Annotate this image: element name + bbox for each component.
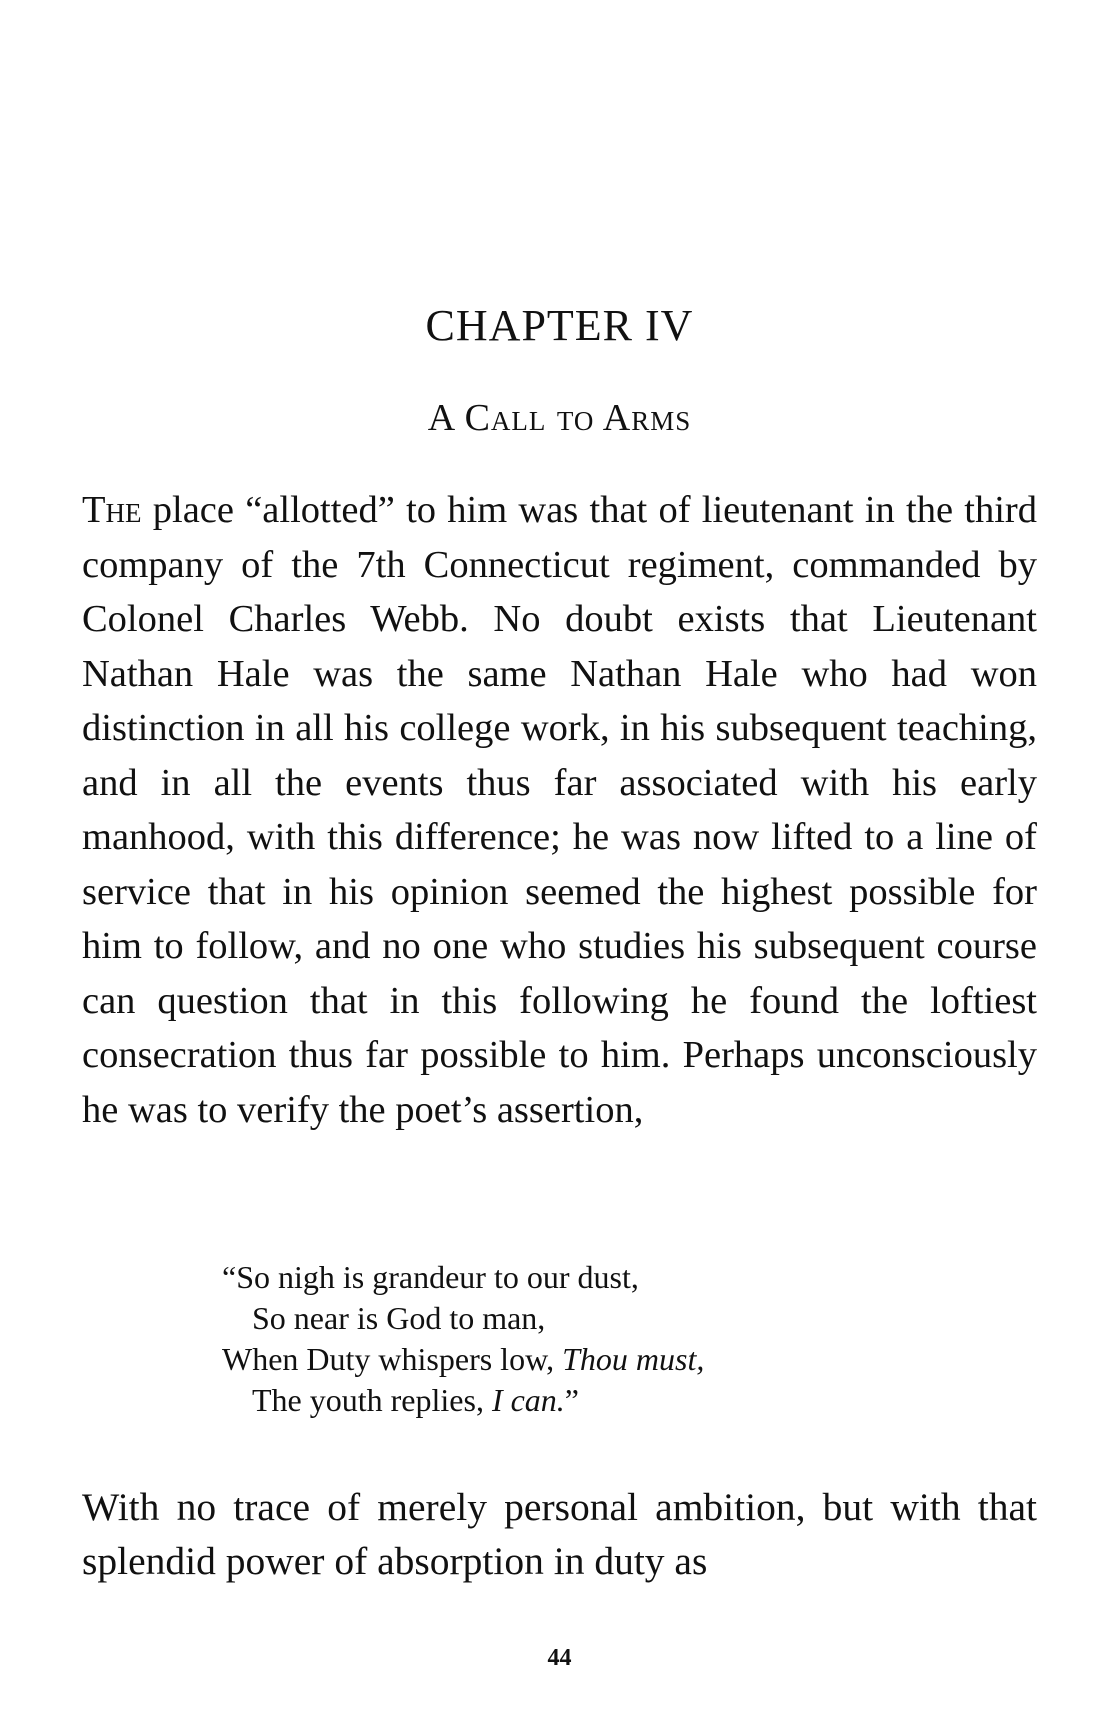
poem-line-4-italic: I can. [491, 1382, 565, 1418]
poem-line-1: “So nigh is grandeur to our dust, [222, 1259, 639, 1295]
page-number: 44 [547, 1645, 572, 1671]
poem-line-3 [222, 1339, 704, 1380]
paragraph-lead-word: The [82, 489, 142, 531]
chapter-heading: CHAPTER IV [425, 301, 694, 350]
poem-line-4-end: ” [564, 1382, 579, 1418]
paragraph-2: With no trace of merely personal ambition, but with that splendid power of absorption in duty as [82, 1485, 1037, 1583]
poem-quotation [222, 1257, 704, 1421]
chapter-title: A Call to Arms [427, 397, 692, 439]
poem-line-4-text: The youth replies, [252, 1382, 492, 1418]
paragraph-1 [82, 483, 1037, 1137]
paragraph-1-text: place “allotted” to him was that of lieutenant in the third company of the 7th Connecticut regiment, commanded by Colonel Charles Webb. No doubt exists that Lieutenant Nathan Hale was the same Nathan Hale who had won distinction in all his college work, in his subsequent teaching, and in all the events thus far associated with his early manhood, with this difference; he was now lifted to a line of service that in his opinion seemed the highest possible for him to follow, and no one who studies his subsequent course can question that in this following he found the loftiest consecration thus far possible to him. Perhaps unconsciously he was to verify the poet’s assertion, [82, 489, 1037, 1131]
poem-line-3-text: When Duty whispers low, [222, 1341, 563, 1377]
poem-line-3-italic: Thou must, [562, 1341, 705, 1377]
poem-line-2: So near is God to man, [252, 1300, 546, 1336]
poem-line-4 [222, 1380, 704, 1421]
